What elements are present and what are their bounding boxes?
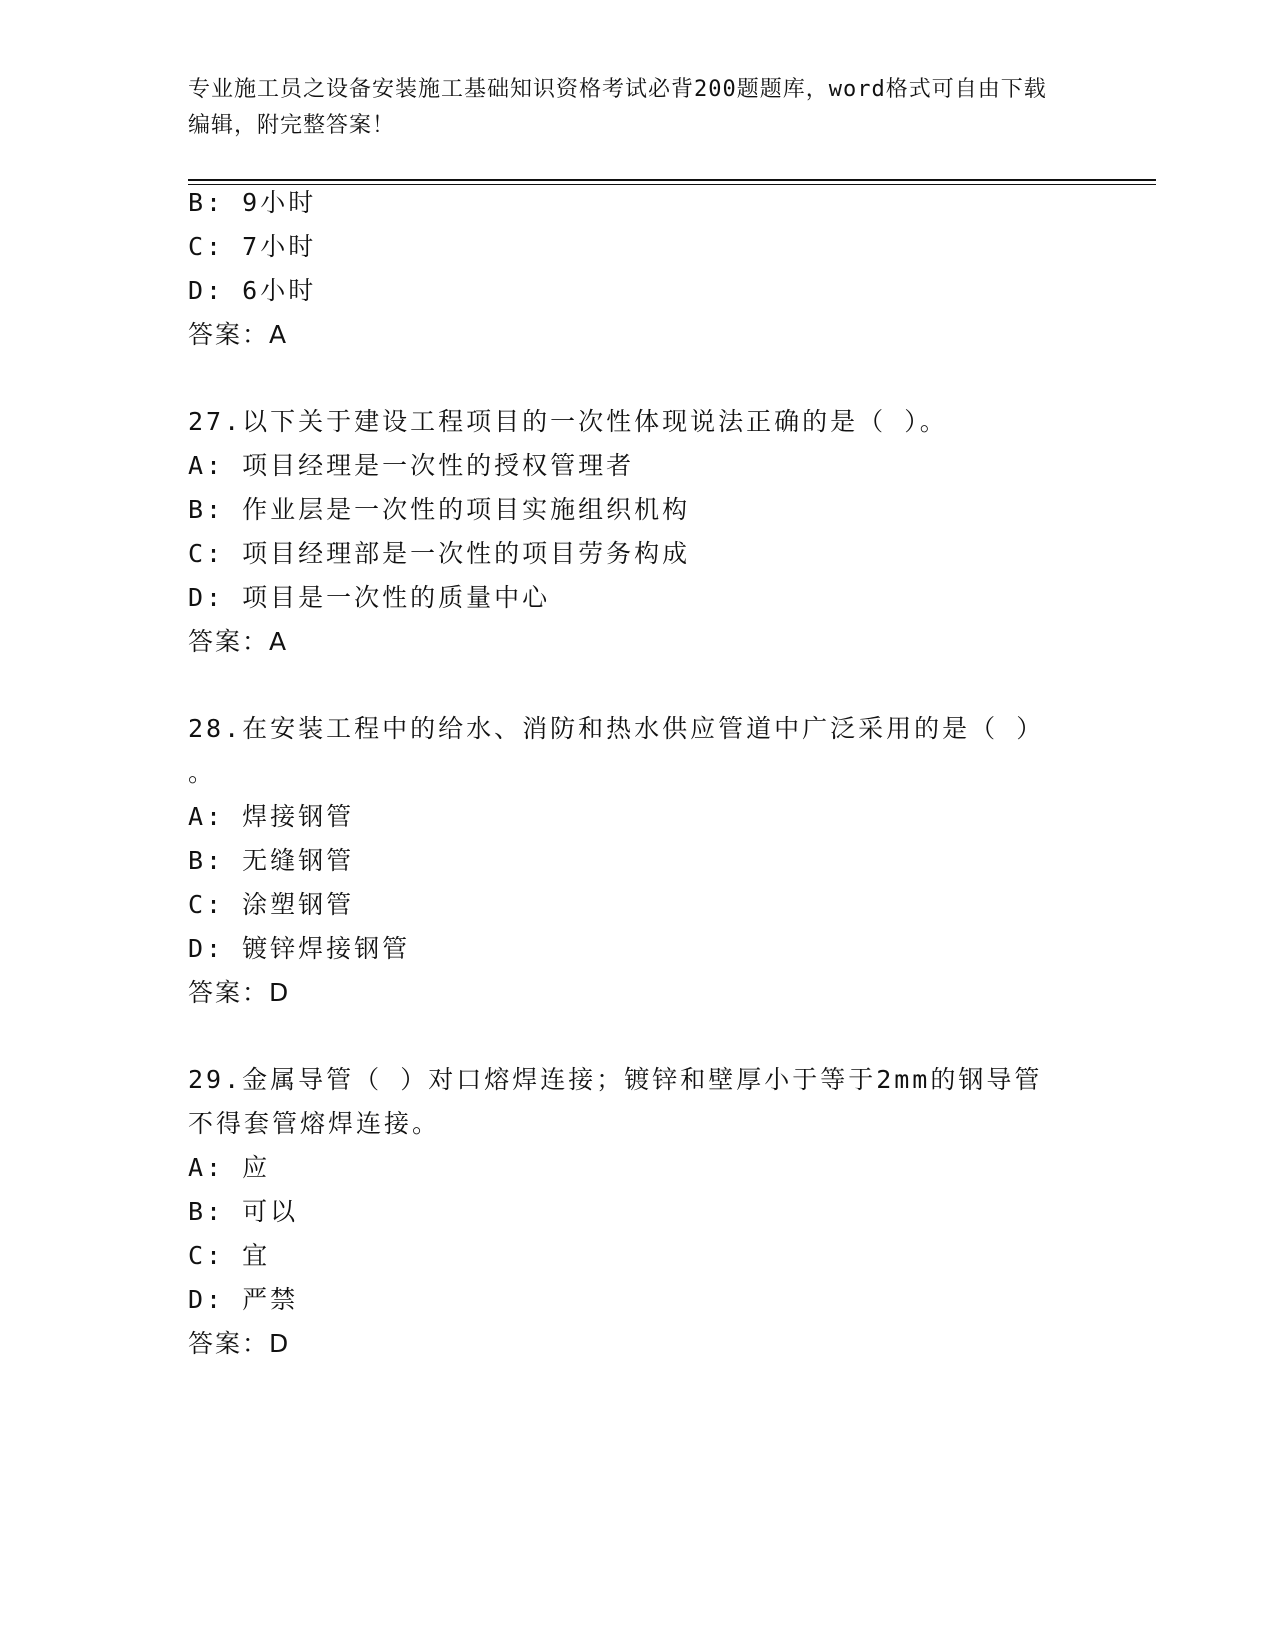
q26-option-b: B: 9小时 xyxy=(188,188,317,217)
q29-option-a: A: 应 xyxy=(188,1153,271,1182)
header-rule-thick xyxy=(188,179,1156,181)
q28-option-c: C: 涂塑钢管 xyxy=(188,890,355,919)
q28-option-b: B: 无缝钢管 xyxy=(188,846,355,875)
q29-option-c: C: 宜 xyxy=(188,1241,271,1270)
q28-question-line1: 28.在安装工程中的给水、消防和热水供应管道中广泛采用的是（ ） xyxy=(188,714,1045,743)
q28-option-d: D: 镀锌焊接钢管 xyxy=(188,934,411,963)
q29-option-b: B: 可以 xyxy=(188,1197,299,1226)
header-rule-thin xyxy=(188,184,1156,185)
q28-question-line2: 。 xyxy=(188,758,217,787)
q29-answer: 答案：D xyxy=(188,1329,291,1358)
q29-question-line2: 不得套管熔焊连接。 xyxy=(188,1109,441,1138)
q27-option-b: B: 作业层是一次性的项目实施组织机构 xyxy=(188,495,691,524)
q29-question-line1: 29.金属导管（ ）对口熔焊连接；镀锌和壁厚小于等于2mm的钢导管 xyxy=(188,1065,1043,1094)
q26-answer: 答案：A xyxy=(188,320,289,349)
q27-answer: 答案：A xyxy=(188,627,289,656)
q27-question: 27.以下关于建设工程项目的一次性体现说法正确的是（ ）。 xyxy=(188,407,948,436)
q28-answer: 答案：D xyxy=(188,978,291,1007)
q27-option-a: A: 项目经理是一次性的授权管理者 xyxy=(188,451,635,480)
q29-option-d: D: 严禁 xyxy=(188,1285,299,1314)
q26-option-c: C: 7小时 xyxy=(188,232,317,261)
q27-option-d: D: 项目是一次性的质量中心 xyxy=(188,583,551,612)
q26-option-d: D: 6小时 xyxy=(188,276,317,305)
q27-option-c: C: 项目经理部是一次性的项目劳务构成 xyxy=(188,539,691,568)
page-header-title: 专业施工员之设备安装施工基础知识资格考试必背200题题库，word格式可自由下载编辑，附完整答案！ xyxy=(188,77,1047,138)
q28-option-a: A: 焊接钢管 xyxy=(188,802,355,831)
